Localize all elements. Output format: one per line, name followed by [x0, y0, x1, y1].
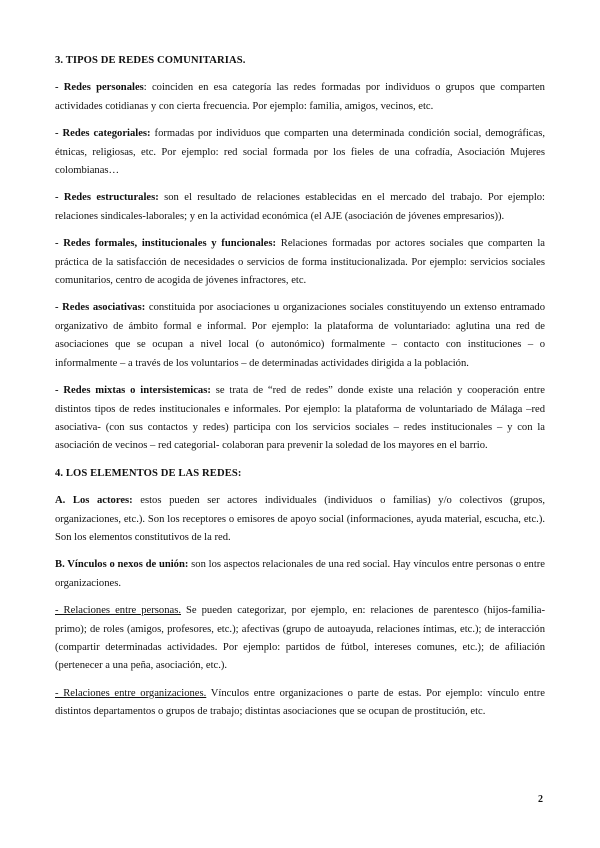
network-type-formales: [55, 235, 545, 290]
document-page: [55, 52, 545, 731]
term-label: A. Los actores:: [55, 495, 133, 507]
term-description: constituida por asociaciones u organizaciones sociales constituyendo un extenso entramado organizativo de ámbito formal e informal. Por ejemplo: la plataforma de voluntariado: aglutina una red de asociaciones que se ocupan a nivel local (o autonómico) formalmente – contacto con instituciones – o informalmente – a través de los voluntarios – de determinadas actividades dirigida a la población.: [55, 302, 545, 369]
page-number: 2: [538, 794, 543, 805]
network-type-categoriales: [55, 125, 545, 180]
term-description: formadas por individuos que comparten una determinada condición social, demográficas, étnicas, religiosas, etc. Por ejemplo: red social formada por los fieles de una cofradía, Asociación Mujeres colombianas…: [55, 128, 545, 177]
term-description: Vínculos entre organizaciones o parte de estas. Por ejemplo: vínculo entre distintos departamentos o grupos de trabajo; distintas asociaciones que se ocupan de prostitución, etc.: [55, 687, 545, 718]
term-label: - Relaciones entre personas.: [55, 605, 181, 617]
network-type-personales: [55, 79, 545, 116]
section-4-heading: 4. LOS ELEMENTOS DE LAS REDES:: [55, 467, 242, 479]
network-type-asociativas: [55, 299, 545, 373]
term-description: son los aspectos relacionales de una red social. Hay vínculos entre personas o entre organizaciones.: [55, 559, 545, 589]
term-label: B. Vínculos o nexos de unión:: [55, 559, 189, 571]
network-type-estructurales: [55, 189, 545, 226]
network-type-mixtas: [55, 382, 545, 456]
term-label: - Redes asociativas:: [55, 302, 146, 314]
relations-between-persons: [55, 602, 545, 676]
term-description: estos pueden ser actores individuales (individuos o familias) y/o colectivos (grupos, organizaciones, etc.). Son los receptores o emisores de apoyo social (informaciones, ayuda material, escucha, etc.). Son los elementos constitutivos de la red.: [55, 495, 545, 543]
term-label: - Redes estructurales:: [55, 192, 159, 204]
term-label: - Redes formales, institucionales y funcionales:: [55, 238, 277, 250]
term-description: Se pueden categorizar, por ejemplo, en: relaciones de parentesco (hijos-familia-primo); de roles (amigos, profesores, etc.); afectivas (grupo de autoayuda, relaciones íntimas, etc.); de interacción (compartir determinadas actividades. Por ejemplo: partidos de fútbol, intereses comunes, etc.); de afiliación (pertenecer a una peña, asociación, etc.).: [55, 605, 545, 672]
term-label: - Redes personales: [55, 82, 144, 94]
term-description: se trata de “red de redes” donde existe una relación y cooperación entre distintos tipos de redes institucionales e informales. Por ejemplo: la plataforma de voluntariado de Málaga –red asociativa- (con sus contactos y redes) participa con los servicios sociales – redes institucionales – y con la asociación de vecinos – red categorial- colaboran para prevenir la soledad de los mayores en el barrio.: [55, 385, 545, 452]
term-label: - Relaciones entre organizaciones.: [55, 687, 207, 699]
section-3-heading: 3. TIPOS DE REDES COMUNITARIAS.: [55, 55, 246, 66]
term-label: - Redes mixtas o intersistemicas:: [55, 385, 211, 397]
term-description: son el resultado de relaciones establecidas en el mercado del trabajo. Por ejemplo: relaciones sindicales-laborales; y en la actividad económica (el AJE (asociación de jóvenes empresarios)).: [55, 192, 546, 222]
element-links: [55, 556, 545, 593]
term-description: Relaciones formadas por actores sociales que comparten la práctica de la satisfacción de necesidades o servicios de forma institucionalizada. Por ejemplo: servicios sociales comunitarios, centro de acogida de jóvenes infractores, etc.: [55, 238, 545, 287]
relations-between-organizations: [55, 685, 545, 722]
term-description: : coinciden en esa categoría las redes formadas por individuos o grupos que comparten actividades cotidianas y con cierta frecuencia. Por ejemplo: familia, amigos, vecinos, etc.: [55, 82, 545, 112]
term-label: - Redes categoriales:: [55, 128, 151, 140]
element-actors: [55, 492, 545, 547]
